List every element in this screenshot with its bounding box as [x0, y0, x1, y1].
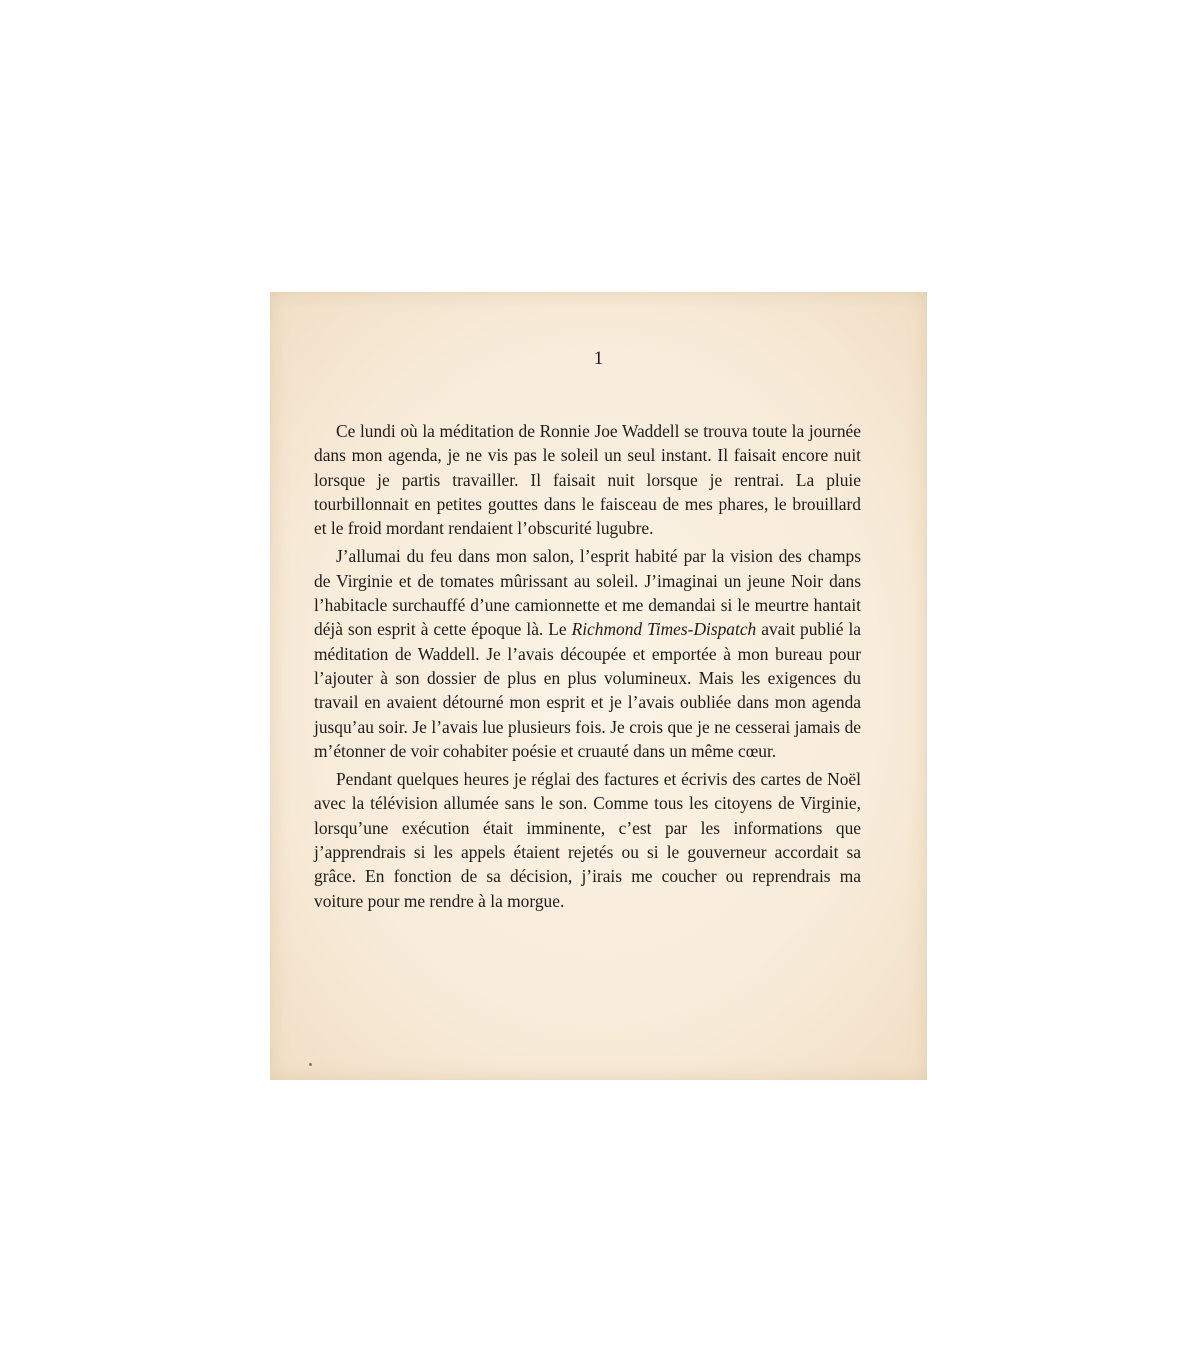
paragraph-text: Ce lundi où la méditation de Ronnie Joe Waddell se trouva toute la journée dans mon agenda, je ne vis pas le soleil un seul instant. Il faisait encore nuit lorsque je partis travailler. Il faisait nuit lorsque je rentrai. La pluie tourbillonnait en petites gouttes dans le faisceau de mes phares, le brouillard et le froid mordant rendaient l’obscurité lugubre. [314, 421, 861, 539]
paragraph-2 [314, 544, 861, 763]
paragraph-1 [314, 419, 861, 540]
chapter-number: 1 [593, 348, 604, 369]
chapter-body [314, 419, 861, 913]
newspaper-title: Richmond Times-Dispatch [571, 619, 757, 640]
book-page [270, 292, 927, 1080]
paragraph-text: avait publié la méditation de Waddell. Je l’avais découpée et emportée à mon bureau pour l’ajouter à son dossier de plus en plus volumineux. Mais les exigences du travail en avaient détourné mon esprit et je l’avais oubliée dans mon agenda jusqu’au soir. Je l’avais lue plusieurs fois. Je crois que je ne cesserai jamais de m’étonner de voir cohabiter poésie et cruauté dans un même cœur. [314, 619, 861, 761]
paper-speck [309, 1063, 312, 1066]
paragraph-text: Pendant quelques heures je réglai des factures et écrivis des cartes de Noël avec la télévision allumée sans le son. Comme tous les citoyens de Virginie, lorsqu’une exécution était imminente, c’est par les informations que j’apprendrais si les appels étaient rejetés ou si le gouverneur accordait sa grâce. En fonction de sa décision, j’irais me coucher ou reprendrais ma voiture pour me rendre à la morgue. [314, 769, 861, 911]
paragraph-text: J’allumai du feu dans mon salon, l’esprit habité par la vision des champs de Virginie et de tomates mûrissant au soleil. J’imaginai un jeune Noir dans l’habitacle surchauffé d’une camionnette et me demandai si le meurtre hantait déjà son esprit à cette époque là. Le [314, 546, 861, 640]
paragraph-3 [314, 767, 861, 913]
